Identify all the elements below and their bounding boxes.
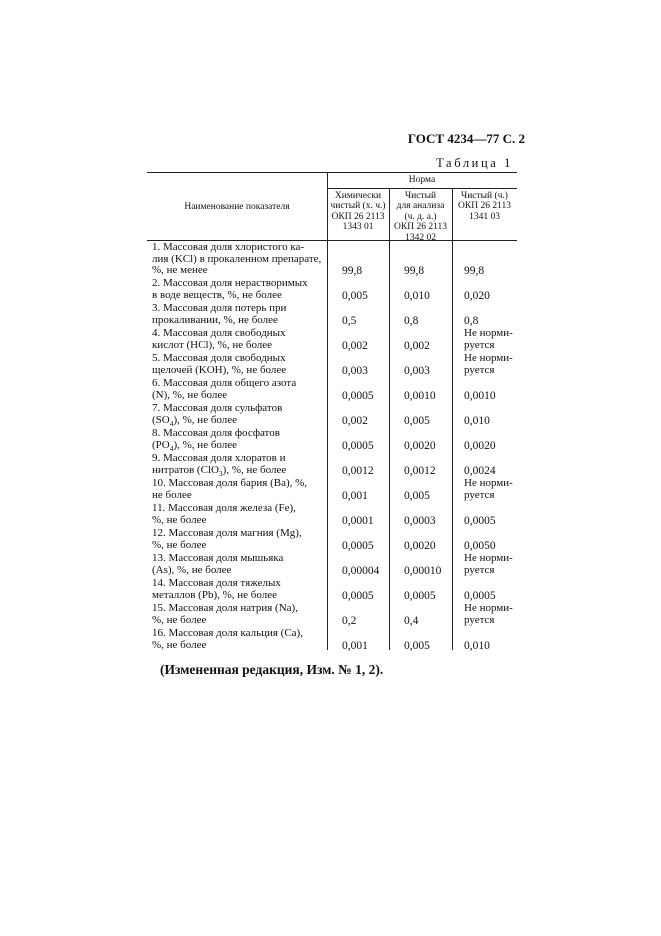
requirements-table [147, 172, 517, 650]
row-label-line: 4. Массовая доля свободных [152, 327, 286, 339]
table-row-label [152, 553, 327, 576]
row-label-line: %, не более [152, 513, 207, 526]
grade-header-line: Чистый [404, 191, 437, 201]
table-caption: Таблица 1 [436, 156, 513, 170]
table-cell-value: 0,020 [464, 289, 490, 302]
column-divider [452, 188, 453, 650]
table-cell-value: 0,00010 [404, 564, 442, 577]
row-label-line: $(SO_4)$, %, не более [152, 413, 238, 428]
table-cell-value: 0,0010 [404, 389, 436, 402]
table-cell-value: 0,0005 [342, 439, 374, 452]
row-label-line: 13. Массовая доля мышьяка [152, 552, 284, 564]
table-row-label [152, 453, 327, 476]
row-label-line: 16. Массовая доля кальция (Ca), [152, 627, 303, 639]
table-cell-value: 0,0010 [464, 389, 496, 402]
table-cell-value: 0,0005 [404, 589, 436, 602]
table-row-label [152, 242, 327, 277]
table-row-label [152, 503, 327, 526]
grade-header-chemically-pure [327, 191, 389, 233]
table-cell-value: Не норми- руется [464, 327, 513, 351]
table-cell-value: Не норми- руется [464, 352, 513, 376]
table-row-label [152, 428, 327, 451]
grade-header-line: для анализа [396, 201, 445, 212]
grade-header-pure [452, 191, 517, 222]
row-label-line: %, не более [152, 638, 207, 651]
row-label-line: 14. Массовая доля тяжелых [152, 577, 281, 589]
row-label-line: (As), %, не более [152, 563, 232, 576]
column-divider [327, 172, 328, 650]
table-cell-value: 99,8 [404, 265, 425, 278]
table-cell-value: 0,002 [342, 339, 368, 352]
row-label-line: 6. Массовая доля общего азота [152, 377, 297, 389]
grade-header-line: ОКП 26 2113 [394, 222, 447, 233]
grade-header-line: Чистый (ч.) [461, 191, 508, 201]
table-cell-value: 0,010 [464, 414, 490, 427]
norm-header-rule [327, 188, 517, 189]
grade-header-line: Химически [334, 191, 382, 201]
table-row-label [152, 528, 327, 551]
grade-header-line: 1343 01 [342, 222, 374, 233]
table-cell-value: 0,001 [342, 489, 368, 502]
row-label-line: 9. Массовая доля хлоратов и [152, 452, 286, 464]
table-cell-value: Не норми- руется [464, 602, 513, 626]
table-cell-value: 0,0020 [464, 439, 496, 452]
row-label-line: %, не менее [152, 264, 208, 277]
table-cell-value: 0,2 [342, 614, 357, 627]
table-cell-value: 0,8 [464, 314, 479, 327]
row-label-line: в воде веществ, %, не более [152, 288, 282, 301]
document-header: ГОСТ 4234—77 С. 2 [407, 131, 525, 146]
table-cell-value: 0,0005 [342, 539, 374, 552]
table-cell-value: 0,003 [404, 364, 430, 377]
table-cell-value: 0,00004 [342, 564, 380, 577]
row-label-line: 15. Массовая доля натрия (Na), [152, 602, 298, 614]
grade-header-line: чистый (х. ч.) [330, 201, 386, 212]
table-cell-value: Не норми- руется [464, 477, 513, 501]
table-top-rule [147, 172, 517, 173]
grade-header-line: (ч. д. а.) [404, 211, 437, 222]
table-cell-value: 0,0005 [464, 514, 496, 527]
table-row-label [152, 578, 327, 601]
table-cell-value: 0,005 [404, 489, 430, 502]
row-label-line: $(PO_4)$, %, не более [152, 438, 238, 453]
table-row-label [152, 278, 327, 301]
row-label-line: не более [152, 488, 192, 501]
table-cell-value: 99,8 [464, 265, 485, 278]
row-label-line: лия (KCl) в прокаленном препарате, [152, 252, 322, 265]
table-cell-value: Не норми- руется [464, 552, 513, 576]
row-label-line: нитратов (ClO$_3$), %, не более [152, 463, 287, 478]
table-cell-value: 0,005 [342, 289, 368, 302]
table-cell-value: 0,5 [342, 314, 357, 327]
table-cell-value: 0,0050 [464, 539, 496, 552]
row-label-line: 2. Массовая доля нерастворимых [152, 277, 308, 289]
table-cell-value: 0,4 [404, 614, 419, 627]
row-label-line: кислот (HCl), %, не более [152, 338, 273, 351]
table-cell-value: 0,0001 [342, 514, 374, 527]
grade-header-line: 1342 02 [405, 232, 436, 243]
amendment-note: (Измененная редакция, Изм. № 1, 2). [160, 662, 384, 677]
row-label-line: 10. Массовая доля бария (Ba), %, [152, 477, 308, 489]
grade-header-analytical [389, 191, 452, 243]
table-row-label [152, 378, 327, 401]
row-label-line: 11. Массовая доля железа (Fe), [152, 502, 296, 514]
row-label-line: прокаливании, %, не более [152, 313, 278, 326]
row-label-line: 3. Массовая доля потерь при [152, 302, 287, 314]
table-cell-value: 0,0020 [404, 539, 436, 552]
table-cell-value: 0,0005 [342, 389, 374, 402]
row-label-line: 8. Массовая доля фосфатов [152, 427, 280, 439]
table-cell-value: 0,002 [404, 339, 430, 352]
table-cell-value: 0,0005 [464, 589, 496, 602]
table-cell-value: 0,0020 [404, 439, 436, 452]
row-label-line: металлов (Pb), %, не более [152, 588, 278, 601]
table-cell-value: 0,010 [404, 289, 430, 302]
row-label-line: (N), %, не более [152, 388, 228, 401]
table-row-label [152, 603, 327, 626]
table-cell-value: 0,0024 [464, 464, 496, 477]
table-row-label [152, 328, 327, 351]
table-cell-value: 0,003 [342, 364, 368, 377]
grade-header-line: 1341 03 [469, 211, 500, 222]
table-cell-value: 0,005 [404, 639, 430, 652]
grade-header-line: ОКП 26 2113 [331, 211, 385, 222]
grade-header-line: ОКП 26 2113 [458, 201, 511, 212]
table-cell-value: 0,005 [404, 414, 430, 427]
row-label-line: %, не более [152, 613, 207, 626]
row-label-line: щелочей (KOH), %, не более [152, 363, 287, 376]
row-label-line: 5. Массовая доля свободных [152, 352, 286, 364]
table-cell-value: 0,0012 [342, 464, 374, 477]
table-row-label [152, 353, 327, 376]
table-cell-value: 0,0012 [404, 464, 436, 477]
column-header-name: Наименование показателя [184, 202, 290, 212]
row-label-line: 7. Массовая доля сульфатов [152, 402, 283, 414]
row-label-line: 1. Массовая доля хлористого ка- [152, 241, 305, 253]
row-label-line: 12. Массовая доля магния (Mg), [152, 527, 302, 539]
table-row-label [152, 303, 327, 326]
table-cell-value: 0,0005 [342, 589, 374, 602]
column-divider [389, 188, 390, 650]
row-label-line: %, не более [152, 538, 207, 551]
table-cell-value: 0,8 [404, 314, 419, 327]
table-cell-value: 99,8 [342, 265, 363, 278]
table-cell-value: 0,010 [464, 639, 490, 652]
table-cell-value: 0,001 [342, 639, 368, 652]
table-row-label [152, 628, 327, 651]
table-row-label [152, 403, 327, 426]
table-cell-value: 0,0003 [404, 514, 436, 527]
table-row-label [152, 478, 327, 501]
column-header-norm: Норма [408, 175, 436, 185]
table-cell-value: 0,002 [342, 414, 368, 427]
